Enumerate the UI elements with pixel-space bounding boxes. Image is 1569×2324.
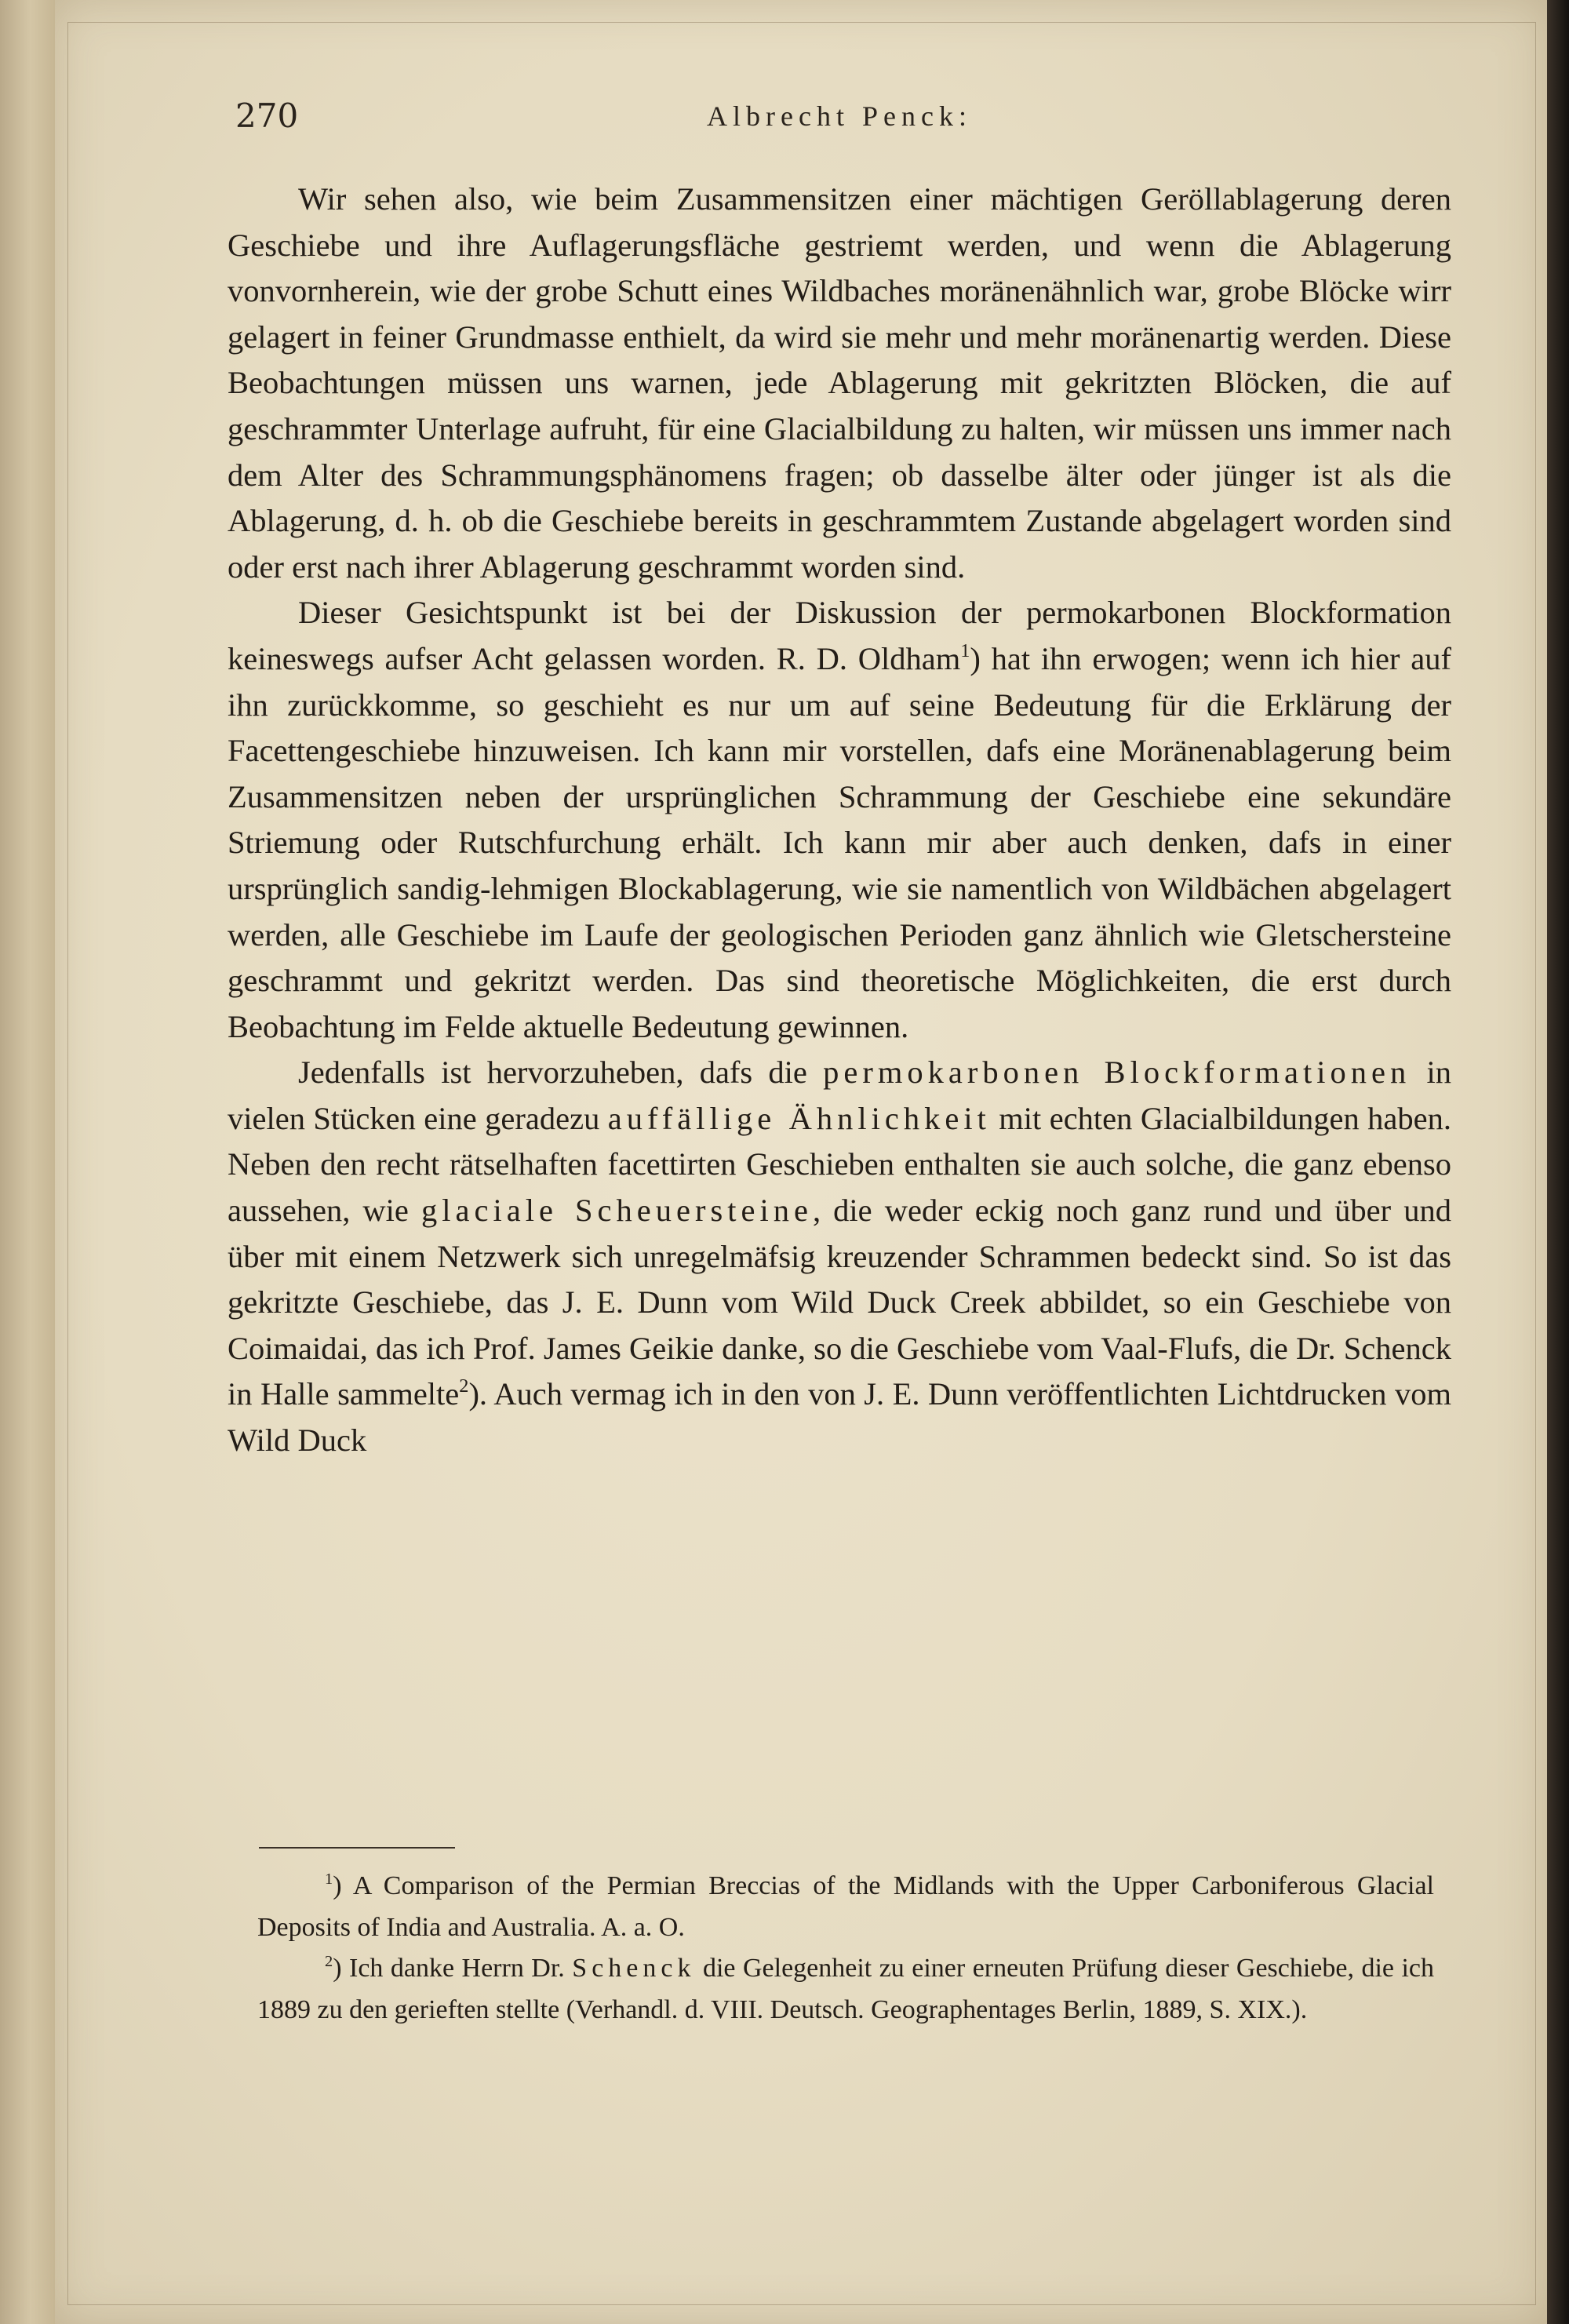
- footnote-ref-1: 1: [960, 640, 970, 662]
- paragraph-3-text-e: ). Auch vermag ich in den von J. E. Dunn veröffentlichten Lichtdrucken vom Wild Duck: [228, 1376, 1451, 1459]
- footnote-ref-2: 2: [459, 1375, 469, 1397]
- paragraph-2-text-a: Dieser Gesichtspunkt ist bei der Diskussion der permokarbonen Blockformation keineswegs aufser Acht gelassen worden. R. D. Oldham: [228, 595, 1451, 676]
- paragraph-1: [228, 177, 1451, 590]
- footnote-divider: [259, 1847, 455, 1849]
- running-title-author: Albrecht Penck:: [707, 100, 972, 132]
- footnote-2: [257, 1948, 1434, 2031]
- footnote-1-marker: 1: [325, 1870, 333, 1888]
- paragraph-3-text-c: mit echten Glacialbildungen haben. Neben den recht rätselhaften facettirten Geschieben enthalten sie auch solche, die ganz ebenso aussehen, wie: [228, 1100, 1452, 1229]
- background-edge: [1547, 0, 1569, 2324]
- spaced-emphasis-scheuersteine: glaciale Scheuersteine: [421, 1193, 813, 1229]
- footnote-2-spaced-name: Schenck: [572, 1954, 696, 1983]
- footnotes: [257, 1866, 1434, 2031]
- paragraph-1-text: Wir sehen also, wie beim Zusammensitzen einer mächtigen Geröllablagerung deren Geschiebe und ihre Auflagerungsfläche gestriemt werden, und wenn die Ablagerung vonvornherein, wie der grobe Schutt eines Wildbaches moränenähnlich war, grobe Blöcke wirr gelagert in feiner Grundmasse enthielt, da wird sie mehr und mehr moränenartig werden. Diese Beobachtungen müssen uns warnen, jede Ablagerung mit gekritzten Blöcken, die auf geschrammter Unterlage aufruht, für eine Glacialbildung zu halten, wir müssen uns immer nach dem Alter des Schrammungsphänomens fragen; ob dasselbe älter oder jünger ist als die Ablagerung, d. h. ob die Geschiebe bereits in geschrammtem Zustande abgelagert worden sind oder erst nach ihrer Ablagerung geschrammt worden sind.: [228, 181, 1451, 585]
- paragraph-3: [228, 1050, 1451, 1463]
- spaced-emphasis-blockformation: permokarbonen Blockformationen: [823, 1055, 1411, 1091]
- footnote-1-text: ) A Comparison of the Permian Breccias of the Midlands with the Upper Carboniferous Glacial Deposits of India and Australia. A. a. O.: [257, 1871, 1434, 1942]
- footnote-2-marker: 2: [325, 1952, 333, 1970]
- page-number: 270: [235, 97, 299, 135]
- footnote-2-text-b: die Gelegenheit zu einer erneuten Prüfung dieser Geschiebe, die ich 1889 zu den gerieften stellte (Verhandl. d. VIII. Deutsch. Geographentages Berlin, 1889, S. XIX.).: [257, 1954, 1435, 2024]
- main-text: [228, 177, 1451, 1464]
- paragraph-3-text-b: in vielen Stücken eine geradezu: [228, 1055, 1451, 1136]
- spaced-emphasis-aehnlichkeit: auffällige Ähnlichkeit: [607, 1100, 991, 1136]
- footnote-1: [257, 1866, 1434, 1948]
- running-header: [235, 94, 1443, 138]
- footnote-2-text-a: ) Ich danke Herrn Dr.: [333, 1954, 565, 1983]
- paragraph-2-text-b: ) hat ihn erwogen; wenn ich hier auf ihn zurückkomme, so geschieht es nur um auf seine Bedeutung für die Erklärung der Facettengeschiebe hinzuweisen. Ich kann mir vorstellen, dafs eine Moränenablagerung beim Zusammensitzen neben der ursprünglichen Schrammung der Geschiebe eine sekundäre Striemung oder Rutschfurchung erhält. Ich kann mir aber auch denken, dafs in einer ursprünglich sandig-lehmigen Blockablagerung, wie sie namentlich von Wildbächen abgelagert werden, alle Geschiebe im Laufe der geologischen Perioden ganz ähnlich wie Gletschersteine geschrammt und gekritzt werden. Das sind theoretische Möglichkeiten, die erst durch Beobachtung im Felde aktuelle Bedeutung gewinnen.: [228, 640, 1451, 1044]
- book-binding-edge: [0, 0, 55, 2324]
- paragraph-3-text-d: , die weder eckig noch ganz rund und über und über mit einem Netzwerk sich unregelmäfsig kreuzender Schrammen bedeckt sind. So ist das gekritzte Geschiebe, das J. E. Dunn vom Wild Duck Creek abbildet, so ein Geschiebe von Coimaidai, das ich Prof. James Geikie danke, so die Geschiebe vom Vaal-Flufs, die Dr. Schenck in Halle sammelte: [228, 1193, 1451, 1412]
- paragraph-2: [228, 590, 1451, 1050]
- paragraph-3-text-a: Jedenfalls ist hervorzuheben, dafs die: [298, 1055, 807, 1091]
